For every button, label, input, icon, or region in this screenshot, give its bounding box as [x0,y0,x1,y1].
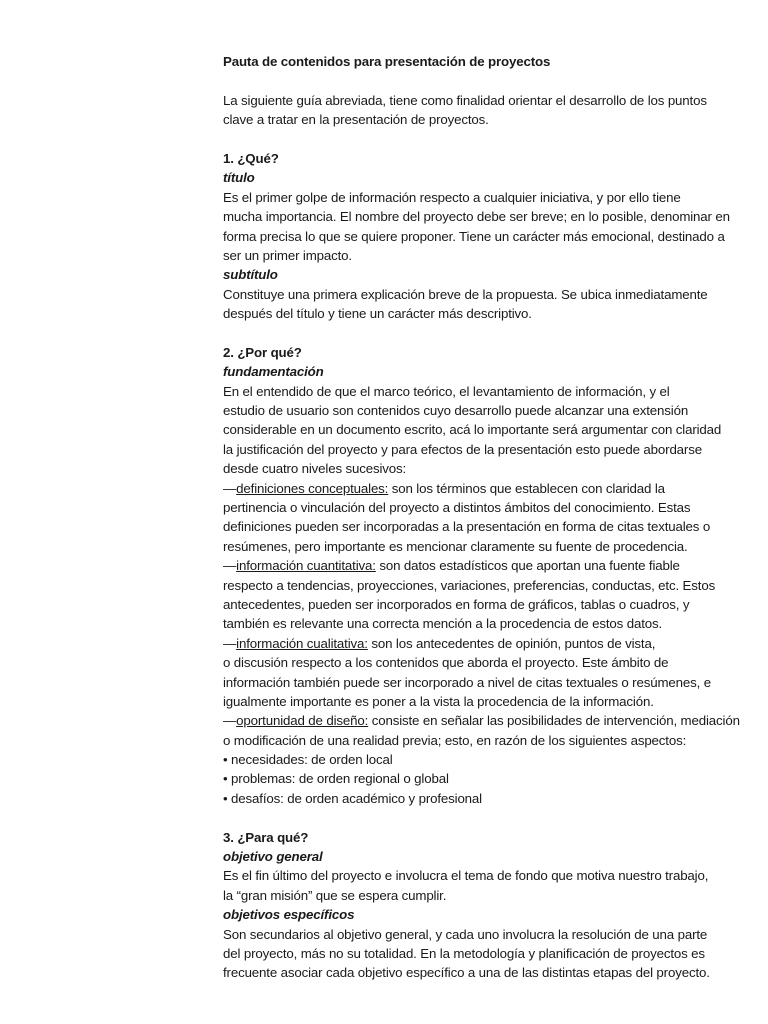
body-line: la “gran misión” que se espera cumplir. [223,887,447,903]
body-line: la justificación del proyecto y para efectos de la presentación esto puede abordarse [223,441,702,457]
section-heading: 1. ¿Qué? [223,150,279,166]
body-line: Son secundarios al objetivo general, y cada uno involucra la resolución de una parte [223,926,708,942]
dash: — [223,480,237,496]
section-por-que [223,343,740,808]
term-cuantitativa: información cuantitativa: [236,558,376,574]
item-oportunidad [223,711,740,730]
intro-line: clave a tratar en la presentación de proyectos. [223,112,489,128]
subheading-objetivos-especificos: objetivos específicos [223,907,355,923]
dash: — [223,713,237,729]
body-line: o discusión respecto a los contenidos que aborda el proyecto. Este ámbito de [223,655,669,671]
term-cualitativa: información cualitativa: [236,635,368,651]
term-rest: consiste en señalar las posibilidades de intervención, mediación [368,713,740,729]
body-line: definiciones pueden ser incorporadas a la presentación en forma de citas textuales o [223,519,711,535]
section-heading: 3. ¿Para qué? [223,829,309,845]
body-line: frecuente asociar cada objetivo específico a una de las distintas etapas del proyecto. [223,965,710,981]
document-title: Pauta de contenidos para presentación de proyectos [223,54,551,69]
dash: — [223,558,237,574]
body-line: resúmenes, pero importante es mencionar claramente su fuente de procedencia. [223,538,688,554]
term-oportunidad: oportunidad de diseño: [236,713,369,729]
body-line: mucha importancia. El nombre del proyecto debe ser breve; en lo posible, denominar en [223,209,730,225]
body-line: información también puede ser incorporado a nivel de citas textuales o resúmenes, e [223,674,711,690]
body-line: estudio de usuario son contenidos cuyo desarrollo puede alcanzar una extensión [223,403,689,419]
document-page [223,52,740,983]
intro-paragraph [223,91,723,130]
spacer [223,323,723,342]
term-rest: son datos estadísticos que aportan una fuente fiable [375,558,680,574]
subheading-fundamentacion: fundamentación [223,364,324,380]
term-definiciones: definiciones conceptuales: [236,480,389,496]
body-line: Constituye una primera explicación breve de la propuesta. Se ubica inmediatamente [223,286,708,302]
spacer [223,808,723,827]
body-line: ser un primer impacto. [223,247,352,263]
spacer [223,71,723,90]
body-line: o modificación de una realidad previa; esto, en razón de los siguientes aspectos: [223,732,687,748]
body-line: pertinencia o vinculación del proyecto a distintos ámbitos del conocimiento. Estas [223,499,691,515]
item-cualitativa [223,634,723,653]
dash: — [223,635,237,651]
body-line: Es el primer golpe de información respecto a cualquier iniciativa, y por ello tiene [223,189,681,205]
bullet-item: • desafíos: de orden académico y profesional [223,790,482,806]
body-line: desde cuatro niveles sucesivos: [223,461,407,477]
subheading-titulo: título [223,170,255,186]
intro-line: La siguiente guía abreviada, tiene como finalidad orientar el desarrollo de los puntos [223,92,707,108]
bullet-item: • problemas: de orden regional o global [223,771,449,787]
subheading-objetivo-general: objetivo general [223,849,323,865]
section-para-que [223,828,723,983]
item-definiciones [223,479,723,498]
body-line: del proyecto, más no su totalidad. En la metodología y planificación de proyectos es [223,945,705,961]
bullet-item: • necesidades: de orden local [223,752,393,768]
section-heading: 2. ¿Por qué? [223,344,302,360]
spacer [223,130,723,149]
subheading-subtitulo: subtítulo [223,267,278,283]
body-line: considerable en un documento escrito, acá lo importante será argumentar con claridad [223,422,722,438]
body-line: igualmente importante es poner a la vista la procedencia de la información. [223,693,654,709]
body-line: forma precisa lo que se quiere proponer. Tiene un carácter más emocional, destinado a [223,228,725,244]
term-rest: son los antecedentes de opinión, puntos de vista, [367,635,656,651]
body-line: antecedentes, pueden ser incorporados en forma de gráficos, tablas o cuadros, y [223,596,690,612]
item-cuantitativa [223,556,723,575]
body-line: Es el fin último del proyecto e involucra el tema de fondo que motiva nuestro trabajo, [223,868,709,884]
term-rest: son los términos que establecen con claridad la [388,480,665,496]
section-que [223,149,730,324]
body-line: respecto a tendencias, proyecciones, variaciones, preferencias, conductas, etc. Estos [223,577,716,593]
body-line: después del título y tiene un carácter más descriptivo. [223,306,532,322]
body-line: también es relevante una correcta mención a la procedencia de estos datos. [223,616,663,632]
body-line: En el entendido de que el marco teórico, el levantamiento de información, y el [223,383,670,399]
